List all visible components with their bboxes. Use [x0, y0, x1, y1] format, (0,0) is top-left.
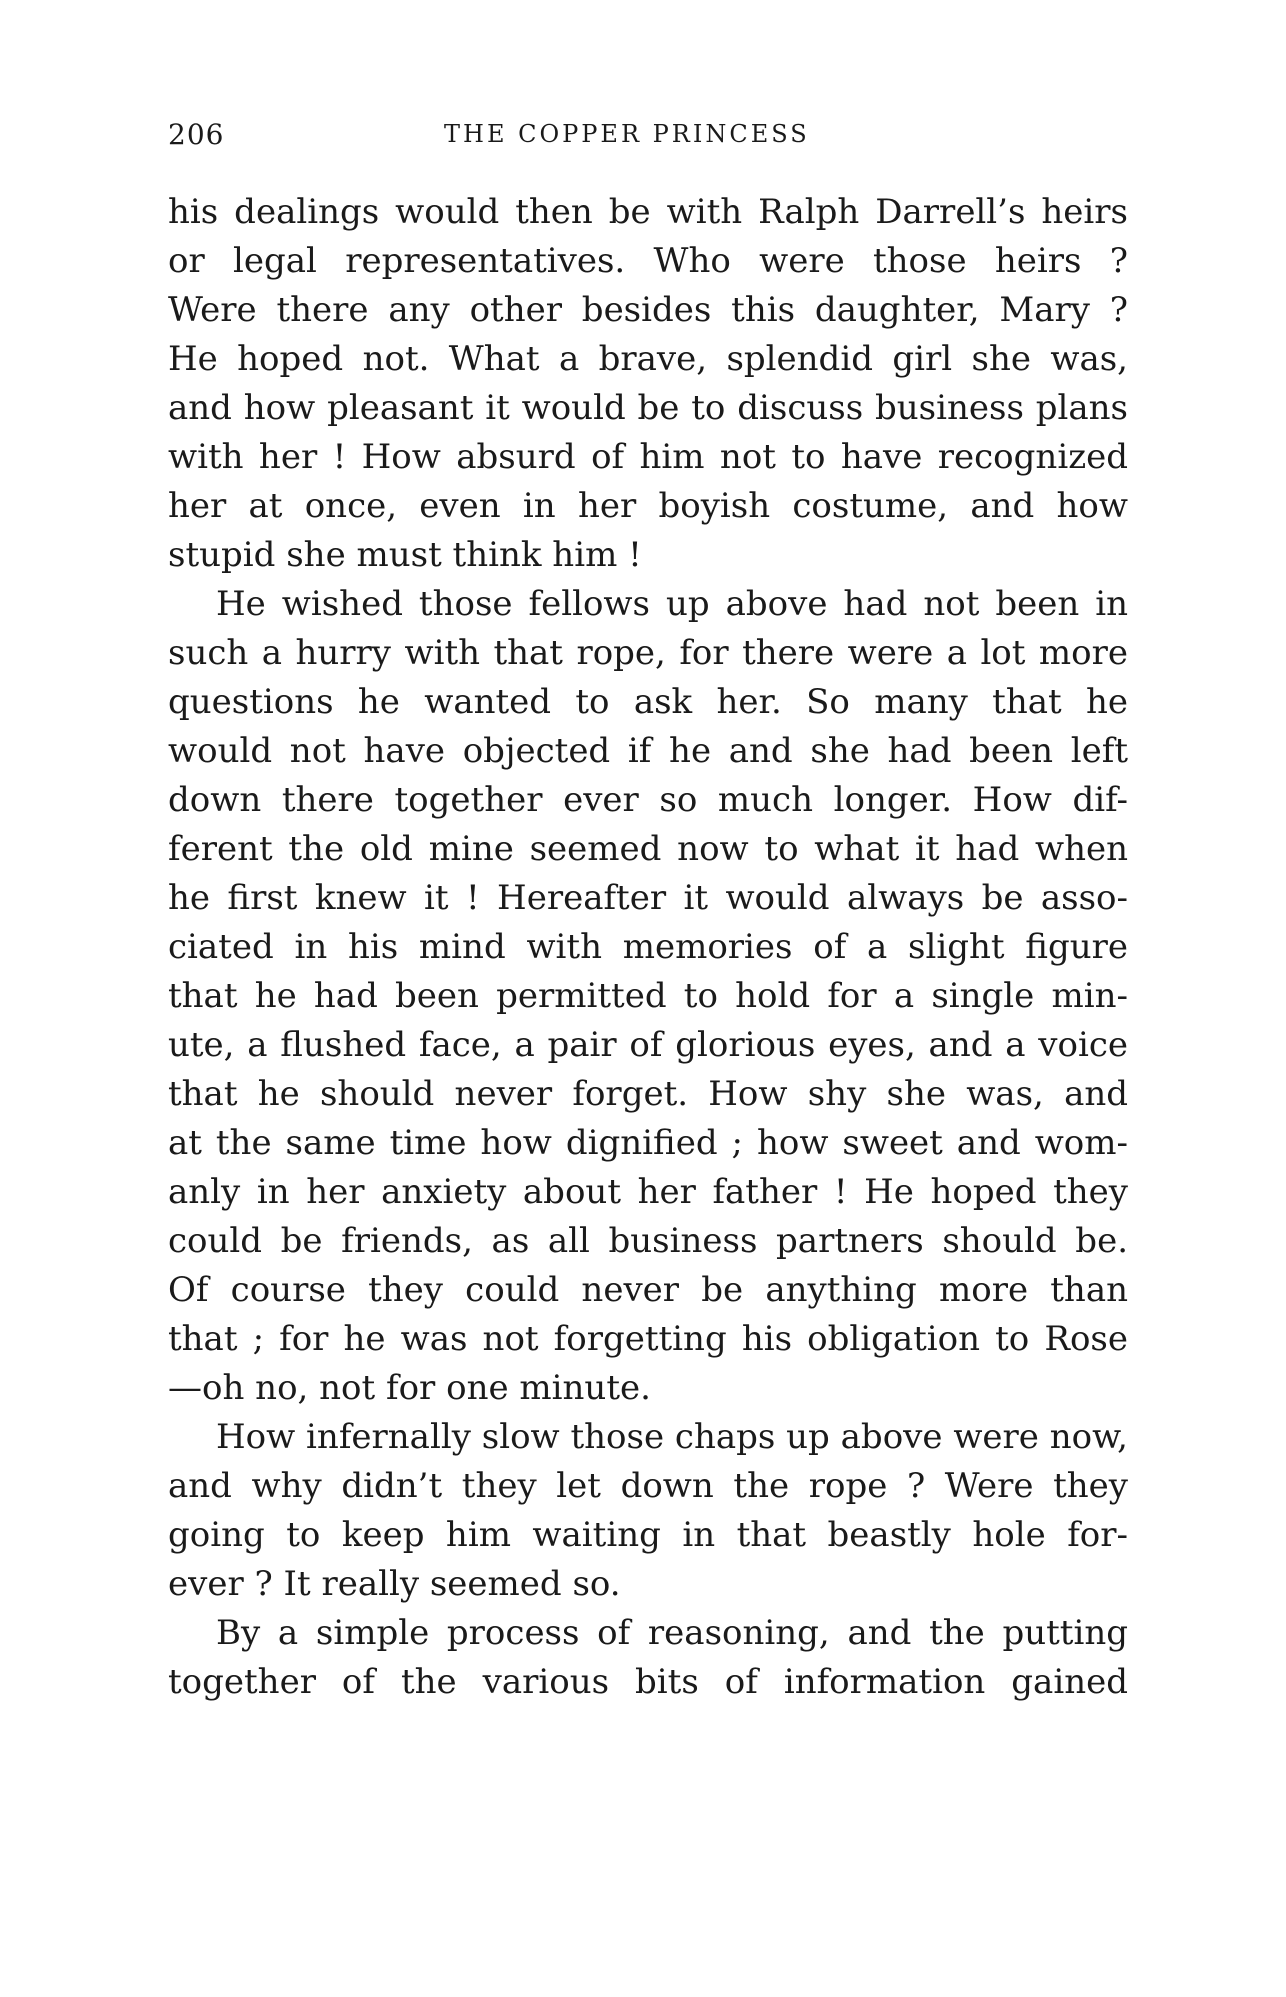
body-text: [168, 188, 1128, 1707]
text-line: with her ! How absurd of him not to have recognized: [168, 437, 1128, 477]
running-head: [168, 118, 1128, 158]
text-line: he first knew it ! Hereafter it would always be asso-: [168, 878, 1128, 918]
running-title: THE COPPER PRINCESS: [444, 120, 810, 148]
text-line: stupid she must think him !: [168, 535, 642, 575]
text-line: and how pleasant it would be to discuss business plans: [168, 388, 1128, 428]
text-line: such a hurry with that rope, for there were a lot more: [168, 633, 1128, 673]
text-line: down there together ever so much longer. How dif-: [168, 780, 1128, 820]
text-line: anly in her anxiety about her father ! He hoped they: [168, 1172, 1128, 1212]
text-line: ciated in his mind with memories of a slight figure: [168, 927, 1128, 967]
text-line: would not have objected if he and she had been left: [168, 731, 1128, 771]
text-line: his dealings would then be with Ralph Darrell’s heirs: [168, 192, 1128, 232]
text-line: ute, a flushed face, a pair of glorious eyes, and a voice: [168, 1025, 1128, 1065]
text-line: or legal representatives. Who were those heirs ?: [168, 241, 1128, 281]
text-line: He wished those fellows up above had not been in: [216, 584, 1128, 624]
text-line: that ; for he was not forgetting his obligation to Rose: [168, 1319, 1128, 1359]
page-number: 206: [168, 118, 225, 151]
text-line: at the same time how dignified ; how sweet and wom-: [168, 1123, 1128, 1163]
text-line: that he should never forget. How shy she was, and: [168, 1074, 1128, 1114]
text-line: ever ? It really seemed so.: [168, 1564, 621, 1604]
text-line: Of course they could never be anything more than: [168, 1270, 1128, 1310]
text-line: questions he wanted to ask her. So many that he: [168, 682, 1128, 722]
text-line: —oh no, not for one minute.: [168, 1368, 651, 1408]
text-line: her at once, even in her boyish costume, and how: [168, 486, 1128, 526]
text-line: that he had been permitted to hold for a single min-: [168, 976, 1128, 1016]
text-line: ferent the old mine seemed now to what it had when: [168, 829, 1128, 869]
text-line: How infernally slow those chaps up above were now,: [216, 1417, 1128, 1457]
text-line: and why didn’t they let down the rope ? Were they: [168, 1466, 1128, 1506]
text-line: going to keep him waiting in that beastly hole for-: [168, 1515, 1128, 1555]
text-line: together of the various bits of information gained: [168, 1662, 1128, 1702]
text-line: Were there any other besides this daughter, Mary ?: [168, 290, 1128, 330]
text-line: By a simple process of reasoning, and the putting: [216, 1613, 1128, 1653]
text-line: He hoped not. What a brave, splendid girl she was,: [168, 339, 1128, 379]
text-line: could be friends, as all business partners should be.: [168, 1221, 1128, 1261]
